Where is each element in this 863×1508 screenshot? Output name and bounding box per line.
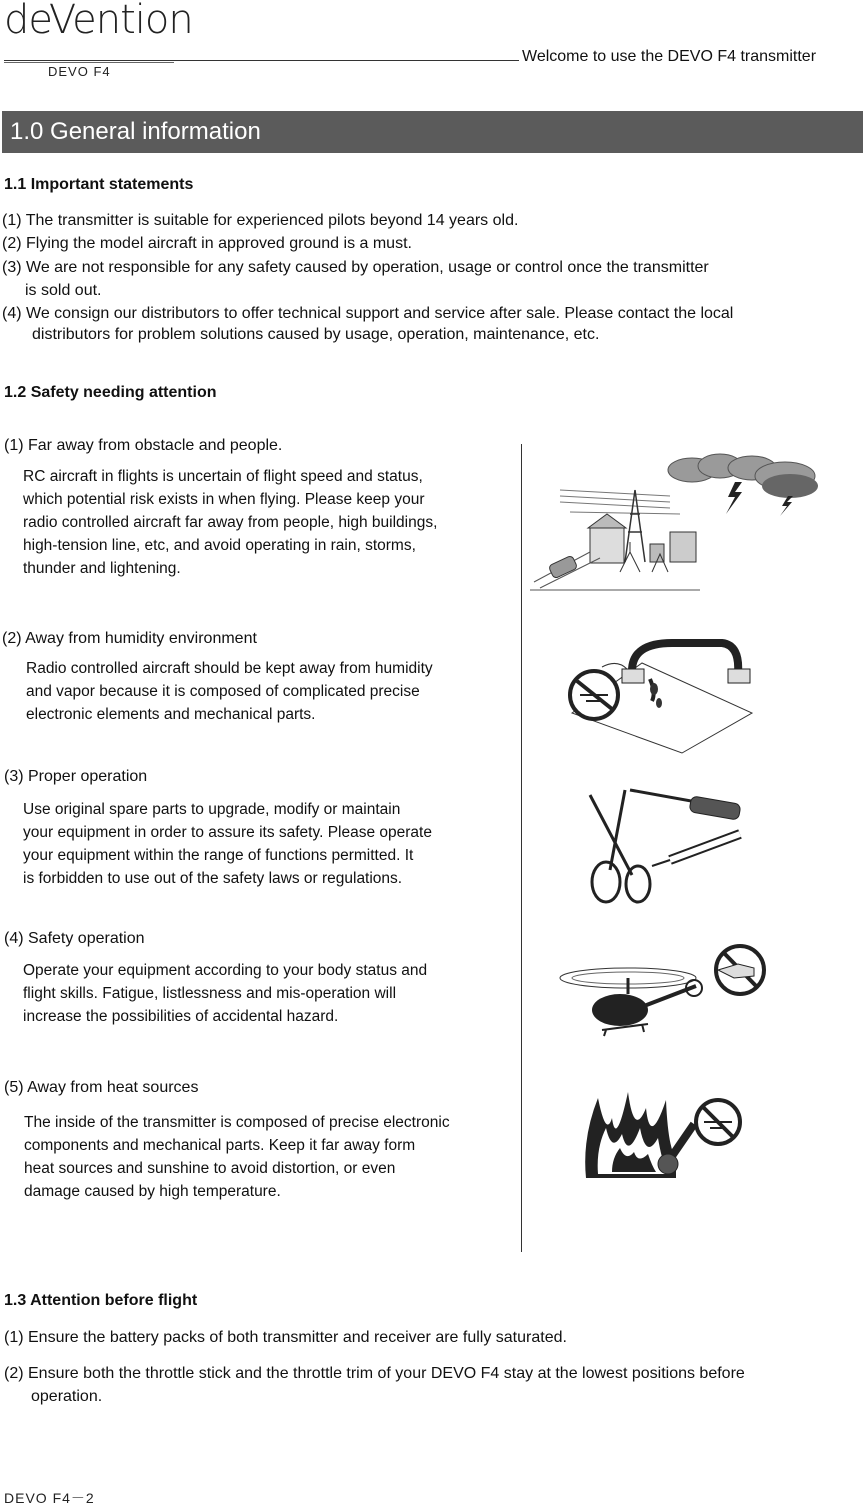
faucet-water-illustration — [562, 603, 760, 763]
header-tagline: Welcome to use the DEVO F4 transmitter — [522, 48, 817, 65]
before-flight-line: (1) Ensure the battery packs of both transmitter and receiver are fully saturated. — [4, 1329, 567, 1346]
body-line: damage caused by high temperature. — [24, 1183, 281, 1200]
body-line: Use original spare parts to upgrade, modify or maintain — [23, 801, 401, 818]
before-flight-line: operation. — [31, 1388, 103, 1405]
body-line: which potential risk exists in when flying. Please keep your — [23, 491, 425, 508]
safety-body-4 — [23, 959, 427, 1028]
body-line: The inside of the transmitter is composed of precise electronic — [24, 1114, 450, 1131]
page-footer: DEVO F4－2 — [4, 1490, 95, 1506]
body-line: radio controlled aircraft far away from people, high buildings, — [23, 514, 438, 531]
storm-city-illustration — [530, 452, 822, 592]
header-rule — [4, 60, 519, 61]
safety-body-1 — [23, 465, 437, 580]
heading-important-statements: 1.1 Important statements — [4, 176, 194, 193]
brand-model: DEVO F4 — [48, 64, 111, 79]
heading-safety: 1.2 Safety needing attention — [4, 384, 217, 401]
statement-line: (1) The transmitter is suitable for experienced pilots beyond 14 years old. — [2, 212, 519, 229]
body-line: electronic elements and mechanical parts. — [26, 706, 316, 723]
body-line: high-tension line, etc, and avoid operating in rain, storms, — [23, 537, 416, 554]
safety-heading-1: (1) Far away from obstacle and people. — [4, 437, 283, 454]
statement-line: distributors for problem solutions caused by usage, operation, maintenance, etc. — [32, 326, 600, 343]
body-line: Operate your equipment according to your body status and — [23, 962, 428, 979]
heading-before-flight: 1.3 Attention before flight — [4, 1292, 198, 1309]
body-line: flight skills. Fatigue, listlessness and mis-operation will — [23, 985, 397, 1002]
section-title: 1.0 General information — [2, 111, 863, 153]
before-flight-line: (2) Ensure both the throttle stick and the throttle trim of your DEVO F4 stay at the lowest positions before — [4, 1365, 745, 1382]
body-line: components and mechanical parts. Keep it far away form — [24, 1137, 416, 1154]
safety-heading-4: (4) Safety operation — [4, 930, 145, 947]
statement-line: (3) We are not responsible for any safety caused by operation, usage or control once the transmitter — [2, 259, 709, 276]
body-line: and vapor because it is composed of complicated precise — [26, 683, 420, 700]
statement-line: is sold out. — [25, 282, 102, 299]
brand-logo: deVention — [4, 0, 193, 43]
body-line: Radio controlled aircraft should be kept away from humidity — [26, 660, 433, 677]
column-divider — [521, 444, 522, 1252]
body-line: thunder and lightening. — [23, 560, 181, 577]
body-line: RC aircraft in flights is uncertain of flight speed and status, — [23, 468, 423, 485]
body-line: your equipment in order to assure its safety. Please operate — [23, 824, 432, 841]
body-line: is forbidden to use out of the safety laws or regulations. — [23, 870, 403, 887]
tools-illustration — [570, 770, 754, 910]
safety-heading-2: (2) Away from humidity environment — [2, 630, 257, 647]
heat-flames-illustration — [576, 1078, 746, 1194]
statement-line: (4) We consign our distributors to offer technical support and service after sale. Please contact the local — [2, 305, 734, 322]
statement-line: (2) Flying the model aircraft in approved ground is a must. — [2, 235, 412, 252]
helicopter-hand-illustration — [558, 912, 770, 1080]
safety-body-2 — [26, 657, 433, 726]
safety-body-5 — [24, 1111, 450, 1203]
body-line: increase the possibilities of accidental hazard. — [23, 1008, 339, 1025]
safety-heading-3: (3) Proper operation — [4, 768, 148, 785]
body-line: heat sources and sunshine to avoid distortion, or even — [24, 1160, 396, 1177]
body-line: your equipment within the range of functions permitted. It — [23, 847, 414, 864]
header-rule-short — [4, 62, 174, 63]
safety-body-3 — [23, 798, 432, 890]
safety-heading-5: (5) Away from heat sources — [4, 1079, 199, 1096]
